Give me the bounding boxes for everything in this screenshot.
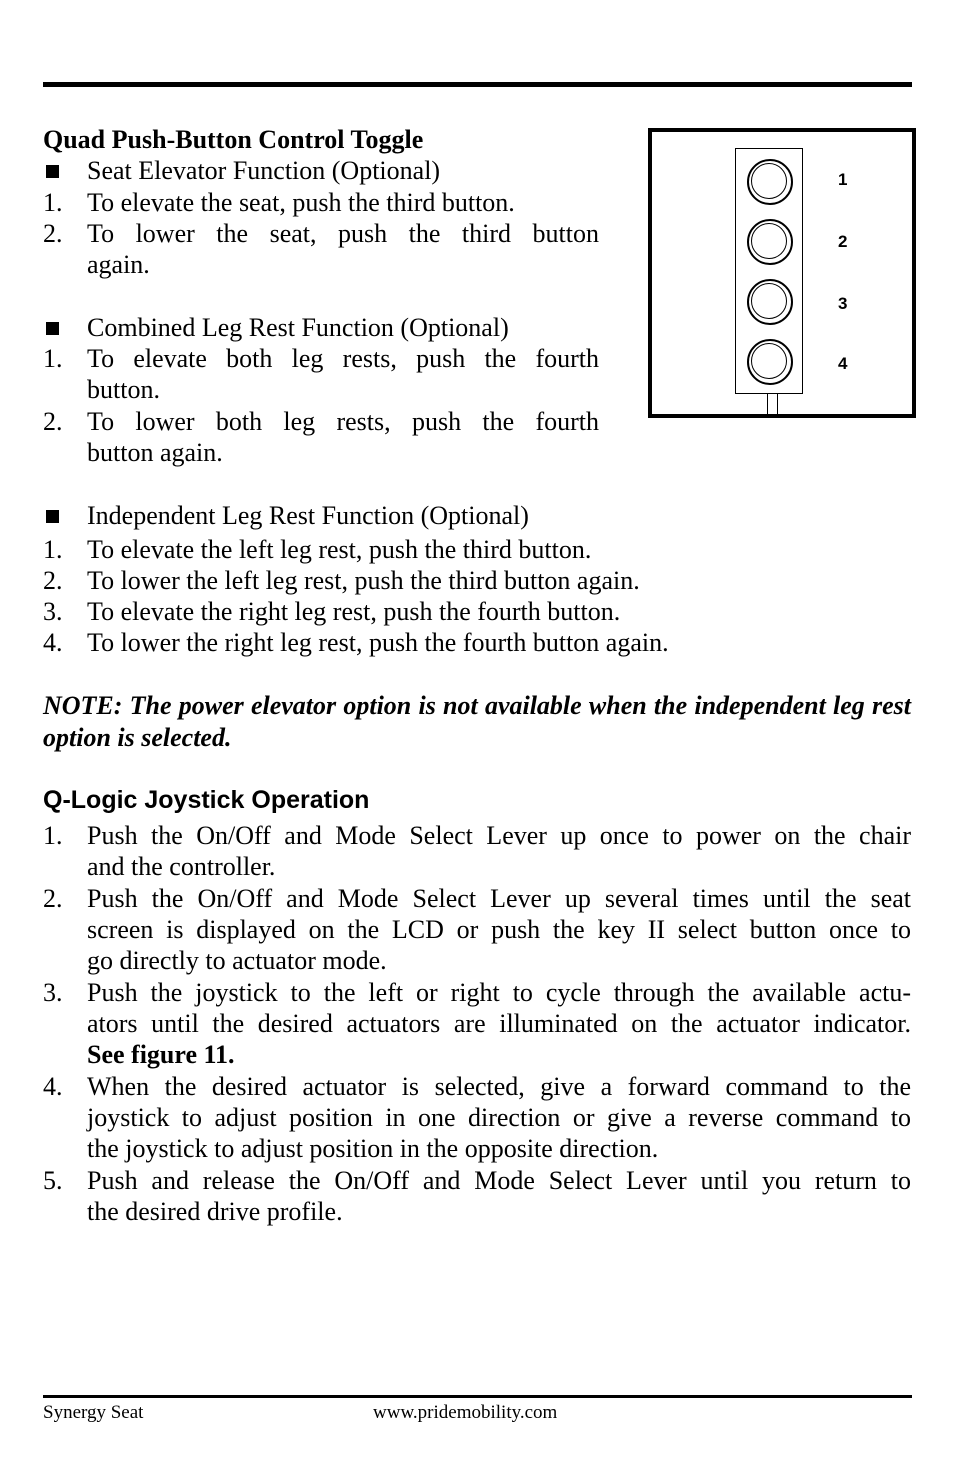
footer-website: www.pridemobility.com [373,1402,558,1423]
button-label-1: 1 [838,170,848,189]
see-figure-reference: See figure 11. [87,1040,235,1069]
quad-push-button-diagram [648,128,916,418]
square-bullet-icon [46,322,59,335]
push-button-3-icon [747,279,793,325]
quad-control-heading: Quad Push-Button Control Toggle [43,125,424,154]
push-button-4-icon [747,339,793,385]
push-button-2-icon [747,219,793,265]
square-bullet-icon [46,510,59,523]
square-bullet-icon [46,165,59,178]
elevator-note: NOTE: The power elevator option is not available when the independent leg rest option is selected. [43,691,911,752]
footer-product-name: Synergy Seat [43,1402,144,1423]
top-rule [43,82,912,87]
qlogic-heading: Q-Logic Joystick Operation [43,786,370,814]
footer-rule [43,1395,912,1398]
button-label-3: 3 [838,294,848,313]
button-label-2: 2 [838,232,848,251]
button-panel [735,148,803,394]
push-button-1-icon [747,159,793,205]
button-label-4: 4 [838,354,848,373]
panel-stem [767,393,778,414]
